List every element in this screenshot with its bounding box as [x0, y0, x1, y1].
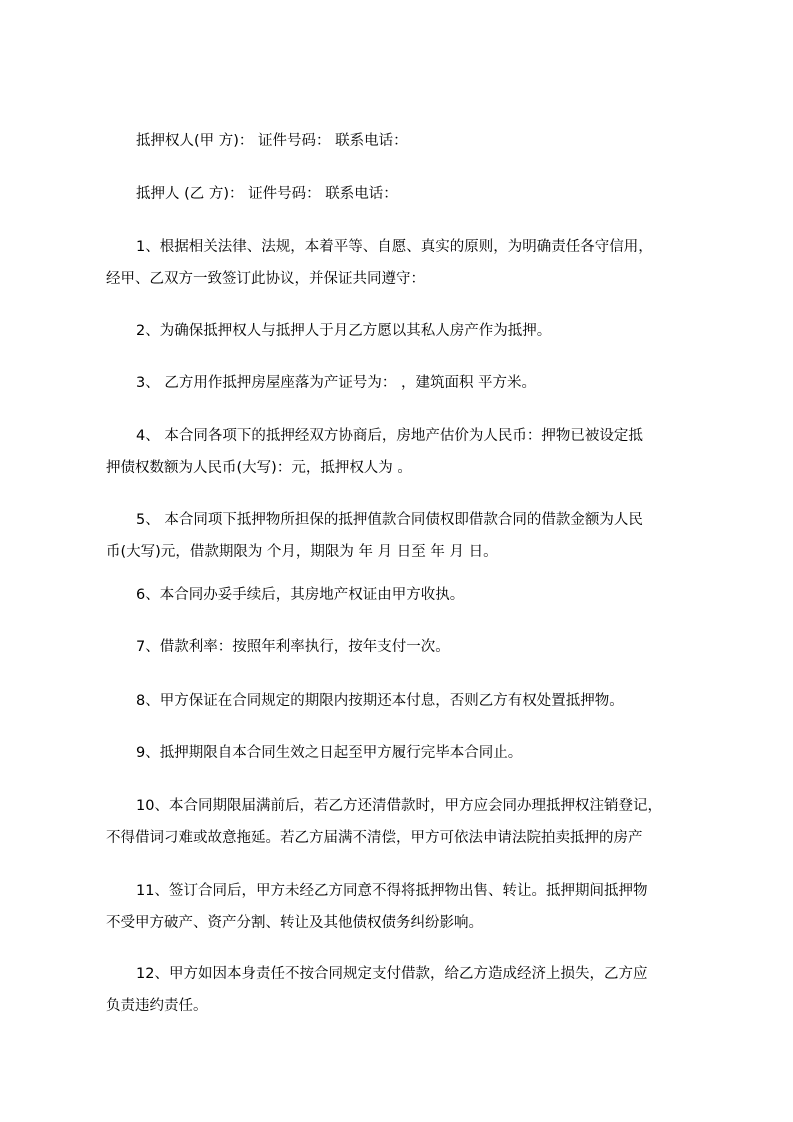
clause-11 — [106, 875, 706, 939]
clause-7-line-1: 7、借款利率：按照年利率执行，按年支付一次。 — [136, 639, 450, 655]
clause-2-line-1: 2、为确保抵押权人与抵押人于月乙方愿以其私人房产作为抵押。 — [136, 323, 552, 339]
clause-3 — [106, 367, 706, 399]
clause-4-line-1: 4、 本合同各项下的抵押经双方协商后，房地产估价为人民币：押物已被设定抵 — [136, 428, 643, 444]
clause-11-line-2: 不受甲方破产、资产分割、转让及其他债权债务纠纷影响。 — [106, 915, 483, 931]
clause-4 — [106, 420, 706, 484]
clause-6-line-1: 6、本合同办妥手续后，其房地产权证由甲方收执。 — [136, 587, 465, 603]
clause-12-line-2: 负责违约责任。 — [106, 998, 208, 1014]
clause-11-line-1: 11、签订合同后，甲方未经乙方同意不得将抵押物出售、转让。抵押期间抵押物 — [136, 883, 648, 899]
clause-10 — [106, 790, 706, 854]
clause-10-line-1: 10、本合同期限届满前后，若乙方还清借款时，甲方应会同办理抵押权注销登记， — [136, 798, 662, 814]
clause-1 — [106, 231, 706, 295]
clause-8-line-1: 8、甲方保证在合同规定的期限内按期还本付息，否则乙方有权处置抵押物。 — [136, 693, 624, 709]
header-mortgagor-line — [136, 178, 736, 210]
header-mortgagee-text: 抵押权人(甲 方)： 证件号码： 联系电话： — [136, 133, 408, 149]
clause-12-line-1: 12、甲方如因本身责任不按合同规定支付借款，给乙方造成经济上损失，乙方应 — [136, 966, 648, 982]
clause-5-line-1: 5、 本合同项下抵押物所担保的抵押值款合同债权即借款合同的借款金额为人民 — [136, 512, 643, 528]
clause-3-line-1: 3、 乙方用作抵押房屋座落为产证号为： ，建筑面积 平方米。 — [136, 375, 537, 391]
clause-5-line-2: 币(大写)元，借款期限为 个月，期限为 年 月 日至 年 月 日。 — [106, 544, 498, 560]
clause-1-line-2: 经甲、乙双方一致签订此协议，并保证共同遵守： — [106, 271, 425, 287]
header-mortgagee-line — [136, 125, 736, 157]
clause-10-line-2: 不得借词刁难或故意拖延。若乙方届满不清偿，甲方可依法申请法院拍卖抵押的房产 — [106, 830, 643, 846]
clause-5 — [106, 504, 706, 568]
clause-7 — [106, 631, 706, 663]
clause-6 — [106, 579, 706, 611]
clause-8 — [106, 685, 706, 717]
clause-9-line-1: 9、抵押期限自本合同生效之日起至甲方履行完毕本合同止。 — [136, 745, 523, 761]
header-mortgagor-text: 抵押人 (乙 方)： 证件号码： 联系电话： — [136, 186, 398, 202]
clause-9 — [106, 737, 706, 769]
clause-4-line-2: 押债权数额为人民币(大写)：元，抵押权人为 。 — [106, 460, 412, 476]
clause-1-line-1: 1、根据相关法律、法规，本着平等、自愿、真实的原则，为明确责任各守信用， — [136, 239, 653, 255]
clause-12 — [106, 958, 706, 1022]
clause-2 — [106, 315, 706, 347]
